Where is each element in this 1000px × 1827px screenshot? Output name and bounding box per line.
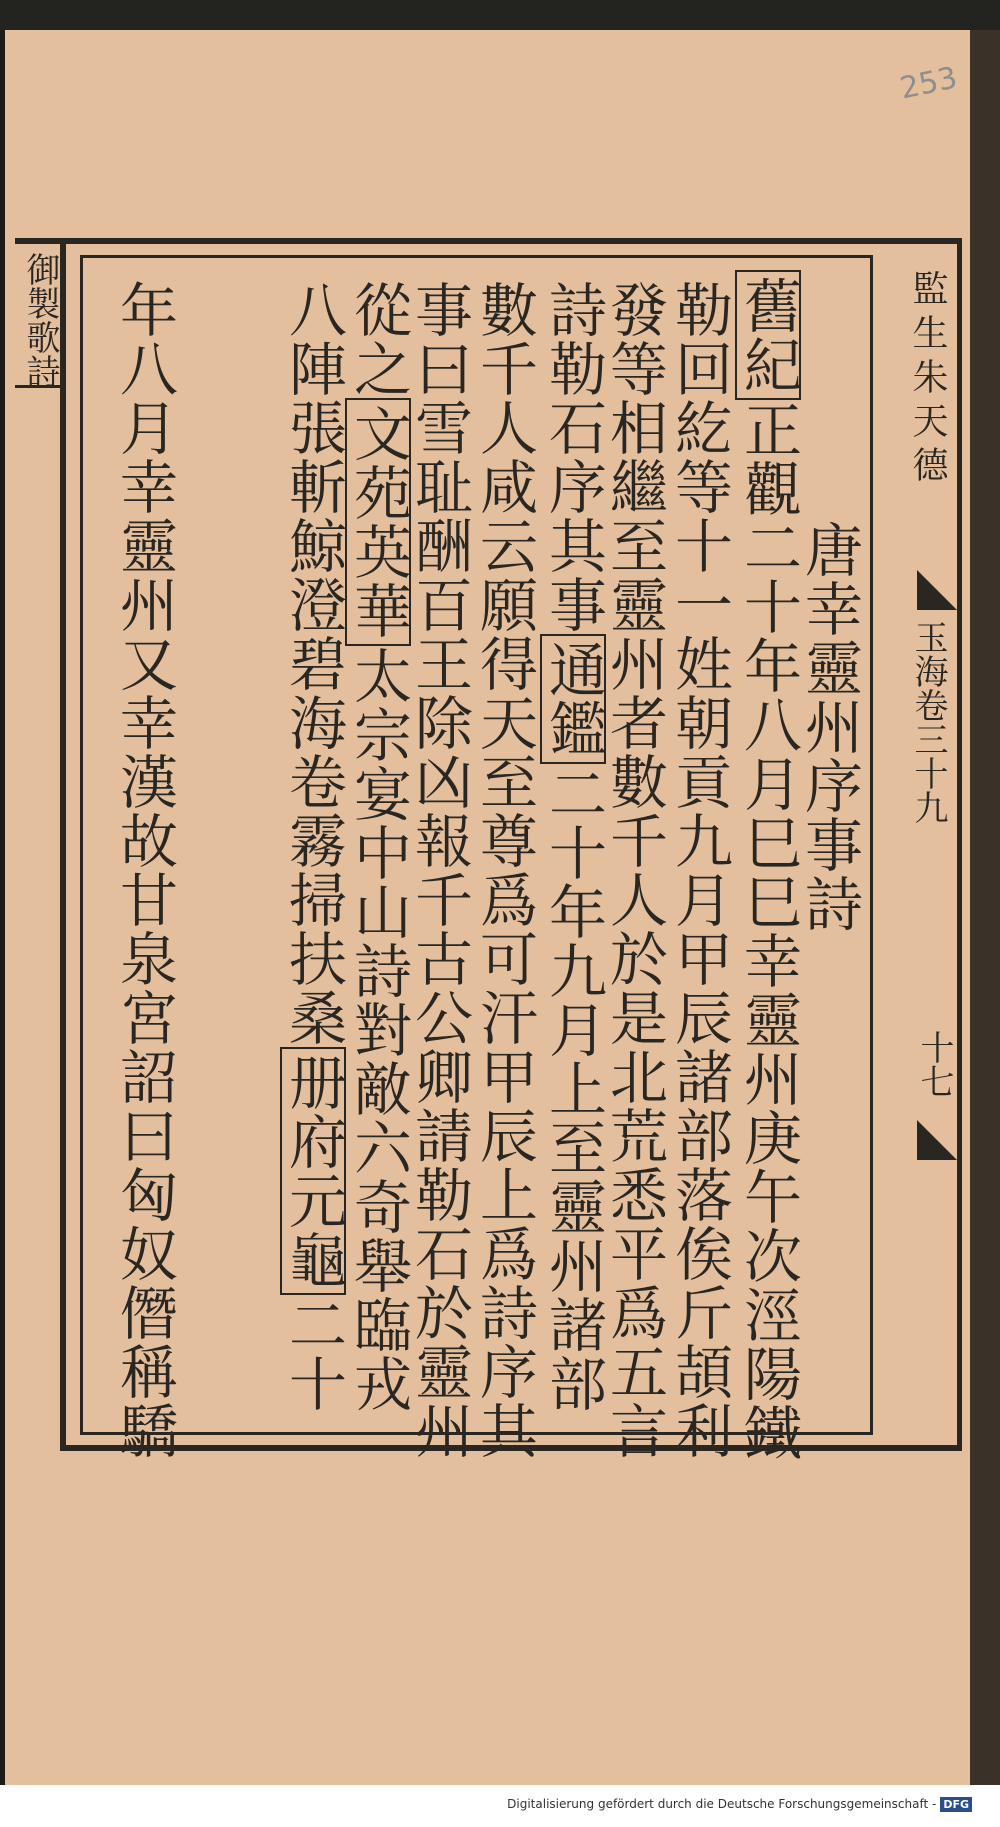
border-right-outer	[957, 238, 962, 1451]
margin-title: 御製歌詩	[20, 252, 60, 388]
text-column-1: 唐幸靈州序事詩	[795, 520, 863, 933]
column-text-continued: 二十年九月上至靈州諸部	[539, 764, 607, 1413]
footer-bar	[0, 1785, 1000, 1827]
border-top	[15, 238, 960, 244]
column-text-continued: 二十	[279, 1295, 347, 1413]
border-left-inner	[80, 255, 83, 1435]
text-column-8	[345, 280, 411, 1413]
column-text-continued: 太宗宴中山詩對敵六奇舉臨戎	[344, 646, 412, 1413]
book-page	[5, 30, 970, 1785]
column-text: 從之	[344, 280, 412, 398]
text-column-3: 勒回紇等十一姓朝貢九月甲辰諸部落俟斤頡利	[665, 280, 733, 1460]
citation-tag: 文苑英華	[345, 398, 411, 646]
column-text: 正觀二十年八月巳巳幸靈州庚午次涇陽鐵	[734, 400, 802, 1462]
right-margin-label: 監生朱天德	[907, 270, 948, 490]
footer-credit-text: Digitalisierung gefördert durch die Deutsche Forschungsgemeinschaft -	[507, 1797, 937, 1811]
scanner-top-frame	[0, 0, 1000, 30]
citation-tag: 通鑑	[540, 634, 606, 764]
text-column-5	[540, 280, 606, 1413]
text-column-4: 發等相繼至靈州者數千人於是北荒悉平爲五言	[600, 280, 668, 1460]
citation-tag: 册府元龜	[280, 1047, 346, 1295]
book-binding-edge	[970, 30, 1000, 1785]
border-inner-top	[80, 255, 870, 258]
citation-tag: 舊紀	[735, 270, 801, 400]
leaf-number: 十七	[914, 1030, 954, 1098]
column-text: 八陣張斬鯨澄碧海卷霧掃扶桑	[279, 280, 347, 1047]
text-column-10: 年八月幸靈州又幸漢故甘泉宮詔曰匈奴僭稱驕	[110, 280, 178, 1460]
text-column-6: 數千人咸云願得天至尊爲可汗甲辰上爲詩序其	[470, 280, 538, 1460]
text-column-9	[280, 280, 346, 1413]
border-left-outer	[60, 238, 66, 1451]
fishtail-mark	[917, 570, 957, 610]
border-right-inner	[870, 255, 873, 1435]
footer-credit	[507, 1797, 972, 1812]
text-column-7: 事曰雪耻酬百王除凶報千古公卿請勒石於靈州	[405, 280, 473, 1460]
dfg-logo: DFG	[940, 1797, 972, 1812]
column-text: 詩勒石序其事	[539, 280, 607, 634]
library-stamp-number: 253	[896, 60, 961, 107]
fishtail-mark-lower	[917, 1120, 957, 1160]
section-label: 玉海卷三十九	[908, 620, 948, 824]
text-column-2	[735, 270, 801, 1462]
